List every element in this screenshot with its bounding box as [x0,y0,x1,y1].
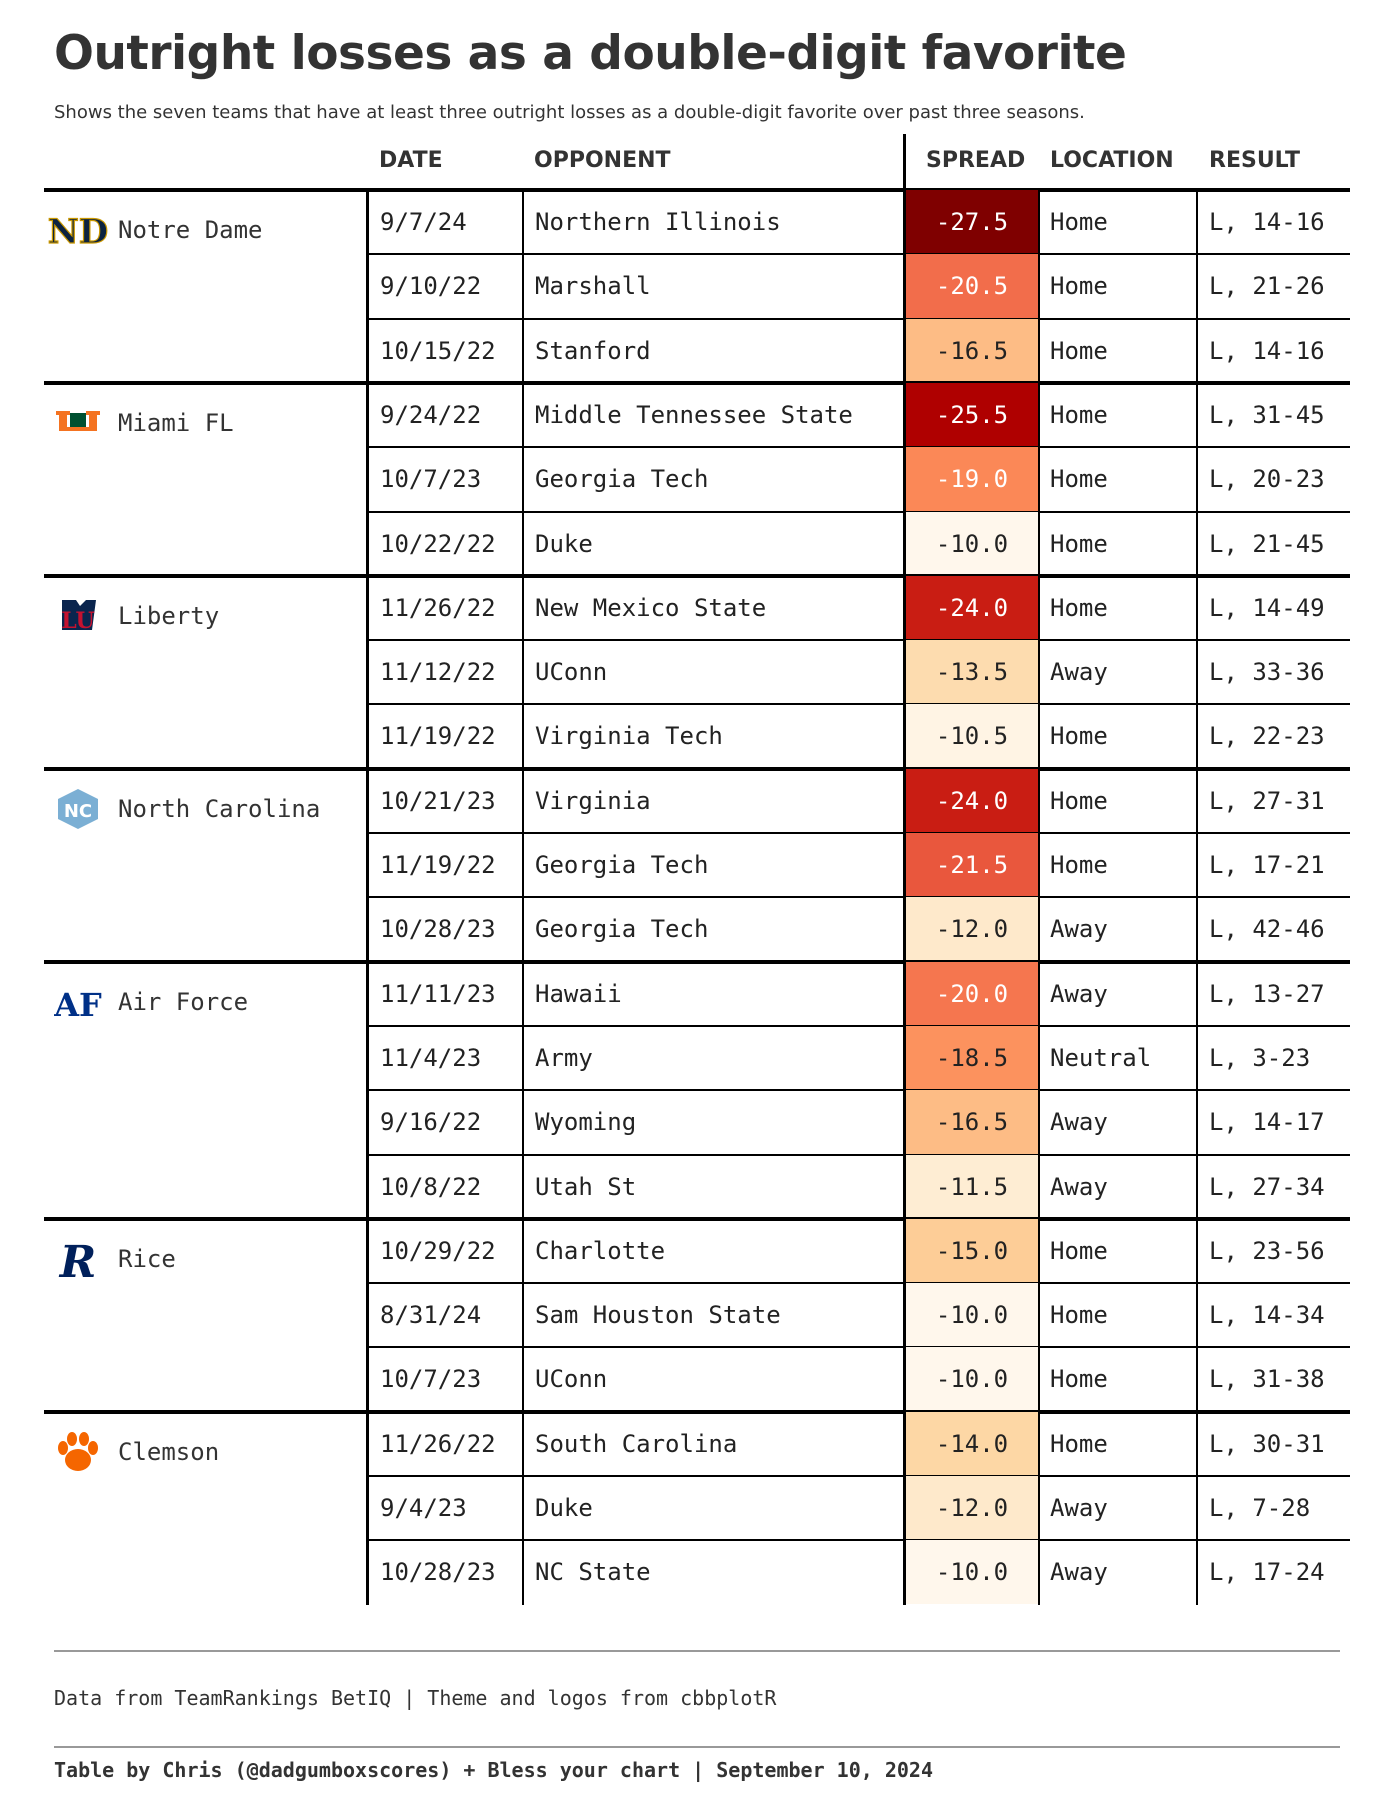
date-cell: 9/16/22 [380,1108,482,1137]
opponent-cell: South Carolina [535,1429,738,1458]
column-rule-result [1196,190,1198,1605]
column-rule-spread [903,134,906,1605]
location-cell: Home [1050,336,1108,365]
location-cell: Home [1050,1429,1108,1458]
date-cell: 10/22/22 [380,529,496,558]
date-cell: 10/28/23 [380,1558,496,1587]
result-cell: L, 22-23 [1209,722,1325,751]
date-cell: 10/29/22 [380,1236,496,1265]
opponent-cell: Hawaii [535,979,622,1008]
column-header-spread: SPREAD [926,148,1026,173]
location-cell: Home [1050,1301,1108,1330]
opponent-cell: Middle Tennessee State [535,400,853,429]
date-cell: 10/7/23 [380,465,482,494]
result-cell: L, 30-31 [1209,1429,1325,1458]
team-label [54,978,248,1026]
spread-cell: -13.5 [906,640,1038,704]
result-cell: L, 31-38 [1209,1365,1325,1394]
column-header-location: LOCATION [1050,148,1174,173]
result-cell: L, 14-49 [1209,593,1325,622]
location-cell: Home [1050,851,1108,879]
date-cell: 11/26/22 [380,593,496,622]
opponent-cell: NC State [535,1558,651,1587]
opponent-cell: Duke [535,529,593,558]
date-cell: 11/4/23 [380,1043,482,1072]
column-header-result: RESULT [1209,148,1301,173]
column-rule-date [366,190,369,1605]
spread-cell: -10.0 [906,1347,1038,1411]
spread-cell: -18.5 [906,1026,1038,1090]
date-cell: 11/19/22 [380,851,496,879]
date-cell: 11/12/22 [380,658,496,687]
team-label [54,1428,219,1476]
column-rule-location [1038,190,1040,1605]
team-name: Rice [118,1244,176,1273]
spread-cell: -10.0 [906,512,1038,576]
opponent-cell: Georgia Tech [535,465,709,494]
location-cell: Home [1050,1236,1108,1265]
date-cell: 9/4/23 [380,1494,467,1522]
result-cell: L, 21-45 [1209,529,1325,558]
location-cell: Home [1050,722,1108,751]
date-cell: 10/21/23 [380,786,496,815]
date-cell: 9/7/24 [380,208,467,236]
spread-cell: -20.0 [906,962,1038,1026]
spread-cell: -11.5 [906,1155,1038,1219]
opponent-cell: Georgia Tech [535,915,709,944]
spread-cell: -10.0 [906,1540,1038,1604]
source-note: Data from TeamRankings BetIQ | Theme and logos from cbbplotR [54,1686,777,1710]
spread-cell: -27.5 [906,190,1038,254]
opponent-cell: Georgia Tech [535,851,709,879]
svg-text:ND: ND [47,212,109,252]
date-cell: 10/28/23 [380,915,496,944]
column-header-date: DATE [379,148,443,173]
team-label [54,592,219,640]
opponent-cell: Virginia Tech [535,722,723,751]
opponent-cell: Marshall [535,272,651,301]
spread-cell: -24.0 [906,576,1038,640]
chart-subtitle: Shows the seven teams that have at least three outright losses as a double-digit favorite over past three seasons. [54,102,1085,123]
result-cell: L, 33-36 [1209,658,1325,687]
rice-logo-icon [54,1235,102,1288]
team-name: Liberty [118,601,220,630]
column-header-opponent: OPPONENT [534,148,671,173]
chart-title: Outright losses as a double-digit favorite [54,26,1127,81]
result-cell: L, 17-24 [1209,1558,1325,1587]
credit-note: Table by Chris (@dadgumboxscores) + Bless your chart | September 10, 2024 [54,1758,933,1782]
date-cell: 11/26/22 [380,1429,496,1458]
spread-cell: -21.5 [906,833,1038,897]
date-cell: 9/10/22 [380,272,482,301]
location-cell: Neutral [1050,1043,1152,1072]
result-cell: L, 27-34 [1209,1172,1325,1201]
result-cell: L, 3-23 [1209,1043,1311,1072]
svg-text:NC: NC [63,800,93,822]
opponent-cell: UConn [535,658,608,687]
liberty-logo-icon [54,592,102,640]
team-name: Miami FL [118,408,234,437]
result-cell: L, 27-31 [1209,786,1325,815]
spread-cell: -16.5 [906,1090,1038,1154]
result-cell: L, 17-21 [1209,851,1325,879]
notre-dame-logo-icon [47,206,109,254]
location-cell: Away [1050,979,1108,1008]
spread-cell: -12.0 [906,897,1038,961]
footer-divider-bottom [54,1746,1340,1748]
location-cell: Home [1050,529,1108,558]
svg-text:R: R [59,1236,97,1288]
team-label [47,206,263,254]
location-cell: Home [1050,208,1108,236]
miami-logo-icon [54,399,102,447]
location-cell: Home [1050,593,1108,622]
location-cell: Home [1050,272,1108,301]
location-cell: Away [1050,658,1108,687]
result-cell: L, 13-27 [1209,979,1325,1008]
location-cell: Home [1050,465,1108,494]
group-rule [44,1217,1350,1221]
date-cell: 10/8/22 [380,1172,482,1201]
opponent-cell: Utah St [535,1172,637,1201]
spread-cell: -19.0 [906,447,1038,511]
date-cell: 10/7/23 [380,1365,482,1394]
svg-text:AF: AF [54,985,102,1024]
footer-divider-top [54,1650,1340,1652]
result-cell: L, 7-28 [1209,1494,1311,1522]
spread-cell: -10.5 [906,704,1038,768]
team-label [54,785,320,833]
group-rule [44,767,1350,771]
team-label [54,1235,176,1288]
opponent-cell: Northern Illinois [535,208,781,236]
opponent-cell: Duke [535,1494,593,1522]
spread-cell: -24.0 [906,769,1038,833]
opponent-cell: Wyoming [535,1108,637,1137]
clemson-logo-icon [54,1428,102,1476]
location-cell: Home [1050,400,1108,429]
svg-text:LU: LU [61,607,95,634]
group-rule [44,960,1350,964]
spread-cell: -15.0 [906,1219,1038,1283]
north-carolina-logo-icon [54,785,102,833]
date-cell: 11/11/23 [380,979,496,1008]
opponent-cell: New Mexico State [535,593,767,622]
spread-cell: -10.0 [906,1283,1038,1347]
location-cell: Home [1050,1365,1108,1394]
spread-cell: -16.5 [906,319,1038,383]
result-cell: L, 14-16 [1209,336,1325,365]
team-label [54,399,234,447]
result-cell: L, 14-16 [1209,208,1325,236]
spread-cell: -20.5 [906,254,1038,318]
opponent-cell: Stanford [535,336,651,365]
location-cell: Away [1050,1172,1108,1201]
column-rule-opponent [522,190,524,1605]
date-cell: 10/15/22 [380,336,496,365]
spread-cell: -25.5 [906,383,1038,447]
result-cell: L, 42-46 [1209,915,1325,944]
date-cell: 9/24/22 [380,400,482,429]
result-cell: L, 14-34 [1209,1301,1325,1330]
date-cell: 8/31/24 [380,1301,482,1330]
result-cell: L, 21-26 [1209,272,1325,301]
opponent-cell: Charlotte [535,1236,666,1265]
location-cell: Away [1050,1108,1108,1137]
opponent-cell: UConn [535,1365,608,1394]
result-cell: L, 20-23 [1209,465,1325,494]
team-name: Clemson [118,1437,220,1466]
opponent-cell: Virginia [535,786,651,815]
result-cell: L, 23-56 [1209,1236,1325,1265]
result-cell: L, 31-45 [1209,400,1325,429]
opponent-cell: Sam Houston State [535,1301,781,1330]
team-name: Notre Dame [118,216,263,244]
location-cell: Away [1050,1558,1108,1587]
date-cell: 11/19/22 [380,722,496,751]
result-cell: L, 14-17 [1209,1108,1325,1137]
location-cell: Away [1050,1494,1108,1522]
location-cell: Home [1050,786,1108,815]
spread-cell: -14.0 [906,1412,1038,1476]
opponent-cell: Army [535,1043,593,1072]
spread-cell: -12.0 [906,1476,1038,1540]
team-name: North Carolina [118,794,321,823]
air-force-logo-icon [54,978,102,1026]
location-cell: Away [1050,915,1108,944]
team-name: Air Force [118,987,249,1016]
